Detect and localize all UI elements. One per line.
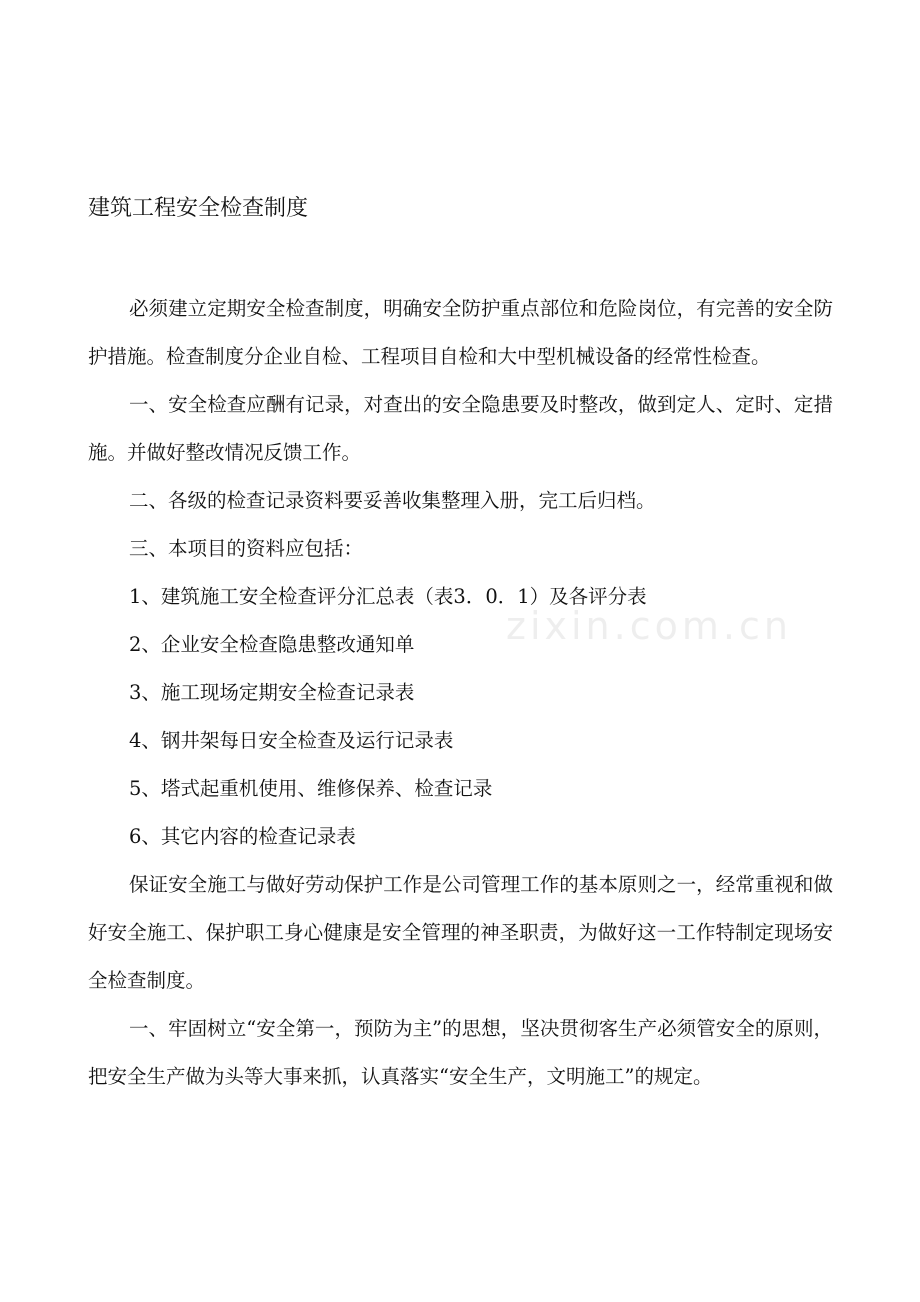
- paragraph-principle: 保证安全施工与做好劳动保护工作是公司管理工作的基本原则之一，经常重视和做好安全施工、保护职工身心健康是安全管理的神圣职责，为做好这一工作特制定现场安全检查制度。: [88, 873, 833, 992]
- list-item-2: 2、企业安全检查隐患整改通知单: [129, 633, 415, 656]
- document-title: 建筑工程安全检查制度: [88, 196, 309, 221]
- list-item-1: 1、建筑施工安全检查评分汇总表（表3．0．1）及各评分表: [129, 585, 647, 608]
- list-item-4: 4、钢井架每日安全检查及运行记录表: [129, 729, 454, 752]
- paragraph-intro: 必须建立定期安全检查制度，明确安全防护重点部位和危险岗位，有完善的安全防护措施。检查制度分企业自检、工程项目自检和大中型机械设备的经常性检查。: [88, 297, 833, 368]
- list-item-5: 5、塔式起重机使用、维修保养、检查记录: [129, 777, 493, 800]
- paragraph-item-2: 二、各级的检查记录资料要妥善收集整理入册，完工后归档。: [129, 489, 656, 512]
- list-item-3: 3、施工现场定期安全检查记录表: [129, 681, 415, 704]
- list-item-6: 6、其它内容的检查记录表: [129, 825, 356, 848]
- paragraph-rule-1: 一、牢固树立“安全第一，预防为主”的思想，坚决贯彻客生产必须管安全的原则，把安全生产做为头等大事来抓，认真落实“安全生产，文明施工”的规定。: [88, 1017, 833, 1088]
- paragraph-item-3: 三、本项目的资料应包括：: [129, 537, 364, 560]
- paragraph-item-1: 一、安全检查应酬有记录，对查出的安全隐患要及时整改，做到定人、定时、定措施。并做好整改情况反馈工作。: [88, 393, 833, 464]
- watermark-logo: zixin.com.cn: [506, 604, 792, 648]
- document-body: [88, 285, 833, 1101]
